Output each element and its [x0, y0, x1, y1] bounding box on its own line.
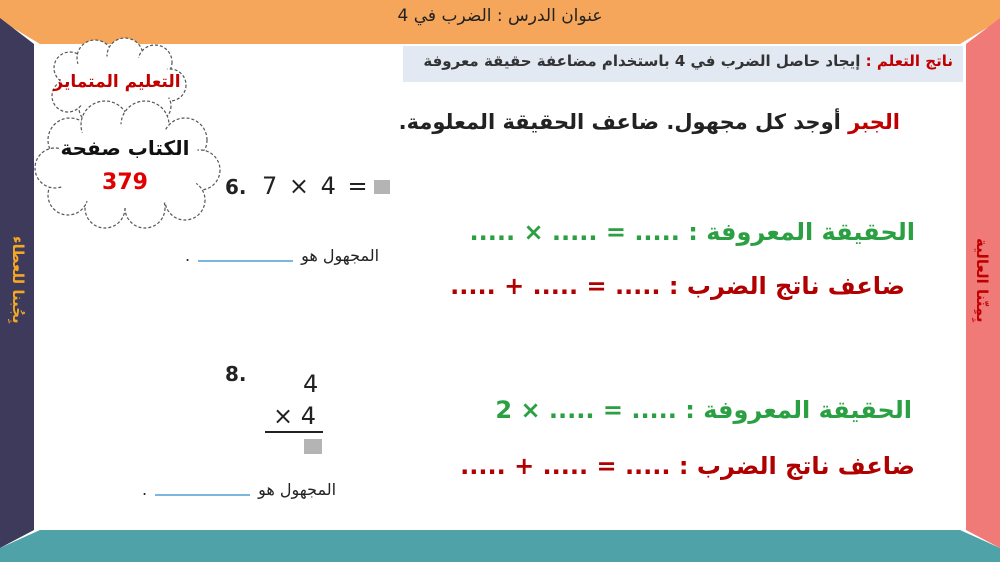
- q8-answer-line[interactable]: [155, 492, 250, 496]
- q8-unknown-square: [304, 439, 322, 454]
- q6-unknown-square: [374, 180, 390, 194]
- book-page-label: الكتاب صفحة: [60, 136, 190, 160]
- lesson-title: عنوان الدرس : الضرب في 4: [397, 6, 603, 26]
- q6-expression: [262, 172, 390, 200]
- q6-unknown-end: .: [185, 246, 191, 265]
- learning-outcome: [403, 46, 963, 82]
- q6-number: 6.: [225, 175, 247, 199]
- q8-multiplier: × 4: [273, 402, 317, 430]
- right-side-slogan: بِمِنّنا العالية: [973, 237, 991, 323]
- q6-known-fact: الحقيقة المعروفة : ..... = ..... × .....: [469, 218, 915, 246]
- q8-number: 8.: [225, 362, 247, 386]
- q6-double-product: ضاعف ناتج الضرب : ..... = ..... + .....: [450, 272, 905, 300]
- q6-answer-line[interactable]: [198, 258, 293, 262]
- instruction-keyword: الجبر: [848, 110, 900, 134]
- q8-top-operand: 4: [303, 370, 319, 398]
- q6-unknown-row: [185, 246, 379, 265]
- outcome-text: إيجاد حاصل الضرب في 4 باستخدام مضاعفة حقيقة معروفة: [423, 52, 861, 70]
- q6-unknown-label: المجهول هو: [301, 246, 380, 265]
- q8-unknown-row: [142, 480, 336, 499]
- q8-rule-line: [265, 431, 323, 433]
- book-page-number: 379: [102, 170, 148, 195]
- q8-double-product: ضاعف ناتج الضرب : ..... = ..... + .....: [460, 452, 915, 480]
- instruction-text: أوجد كل مجهول. ضاعف الحقيقة المعلومة.: [398, 110, 841, 134]
- footer-band: [0, 530, 1000, 562]
- q6-expression-text: 7 × 4 =: [262, 172, 370, 200]
- differentiated-learning-label: التعليم المتمايز: [53, 72, 181, 92]
- q8-unknown-label: المجهول هو: [258, 480, 337, 499]
- q8-known-fact: الحقيقة المعروفة : ..... = ..... × 2: [495, 396, 912, 424]
- outcome-label: ناتج التعلم :: [865, 52, 953, 70]
- cloud-badge-book: [35, 101, 220, 228]
- q8-unknown-end: .: [142, 480, 148, 499]
- left-side-slogan: بِجُبنا للعطاء: [9, 236, 27, 324]
- instruction: [399, 110, 900, 134]
